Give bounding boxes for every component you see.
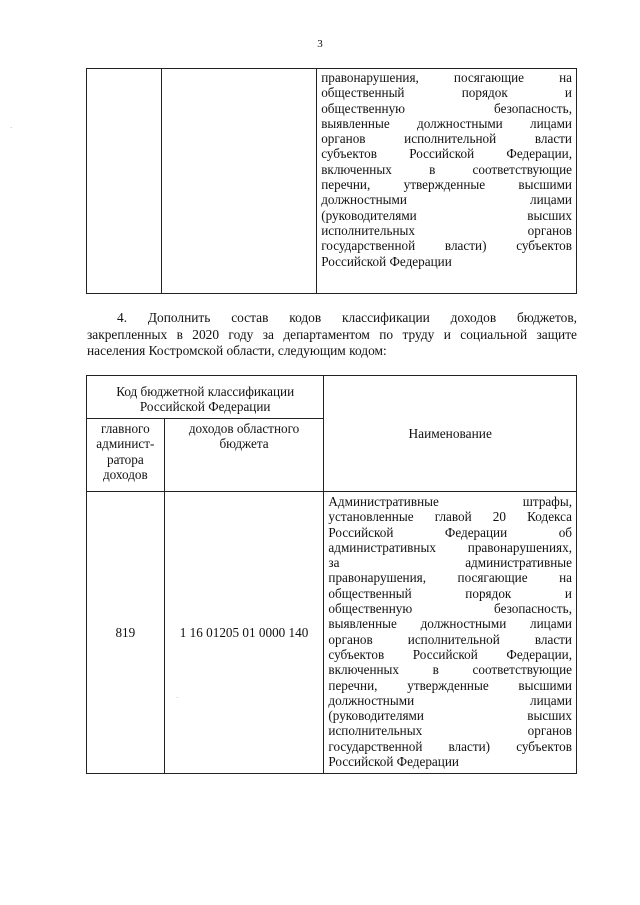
header-admin-line: ратора <box>106 451 144 467</box>
paragraph-line: 4. Дополнить состав кодов классификации доходов бюджетов, <box>117 310 577 325</box>
name-line: общественный порядок и <box>321 85 572 101</box>
name-line: должностными лицами <box>321 192 572 208</box>
name-line: Российской Федерации <box>321 253 452 269</box>
name-line: административных правонарушениях, <box>328 539 572 555</box>
name-line: выявленные должностными лицами <box>328 616 572 632</box>
header-admin-cell <box>87 419 165 492</box>
name-line: правонарушения, посягающие на <box>321 70 572 85</box>
continuation-table <box>86 68 577 294</box>
name-line: исполнительных органов <box>328 723 572 739</box>
name-line: включенных в соответствующие <box>321 161 572 177</box>
header-budget-line: бюджета <box>219 436 269 452</box>
scan-mark: · <box>176 694 179 702</box>
code-table <box>86 375 577 774</box>
name-line: Административные штрафы, <box>328 494 572 509</box>
name-line: выявленные должностными лицами <box>321 115 572 131</box>
name-line: органов исполнительной власти <box>328 631 572 647</box>
name-line: правонарушения, посягающие на <box>328 570 572 586</box>
table-row <box>87 492 577 774</box>
page-number: 3 <box>317 38 323 50</box>
header-admin-line: админист- <box>96 436 155 452</box>
name-line: Российской Федерации <box>328 754 459 770</box>
name-line: государственной власти) субъектов <box>328 738 572 754</box>
name-line: (руководителями высших <box>328 708 572 724</box>
name-line: общественную безопасность, <box>328 601 572 617</box>
admin-code: 819 <box>115 625 136 641</box>
name-line: общественный порядок и <box>328 585 572 601</box>
name-line: перечни, утвержденные высшими <box>321 177 572 193</box>
budget-code: 1 16 01205 01 0000 140 <box>179 625 309 641</box>
empty-cell <box>87 69 162 294</box>
name-line: перечни, утвержденные высшими <box>328 677 572 693</box>
name-line: государственной власти) субъектов <box>321 238 572 254</box>
name-text <box>321 70 572 269</box>
name-line: должностными лицами <box>328 692 572 708</box>
name-text <box>328 494 572 769</box>
name-line: (руководителями высших <box>321 207 572 223</box>
header-group-cell <box>87 376 324 419</box>
empty-cell <box>162 69 317 294</box>
name-line: общественную безопасность, <box>321 100 572 116</box>
name-line: включенных в соответствующие <box>328 662 572 678</box>
paragraph-line: закрепленных в 2020 году за департаментом по труду и социальной защите <box>87 326 577 342</box>
header-group-line: Код бюджетной классификации <box>116 383 295 399</box>
name-cell <box>324 492 577 774</box>
header-row <box>87 376 577 419</box>
paragraph-4 <box>87 310 577 360</box>
header-name: Наименование <box>408 425 492 441</box>
name-line: Российской Федерации об <box>328 524 572 540</box>
budget-code-cell <box>164 492 324 774</box>
name-cell <box>317 69 577 294</box>
header-name-cell <box>324 376 577 492</box>
header-admin-line: главного <box>100 421 150 436</box>
header-group-line: Российской Федерации <box>139 399 271 414</box>
header-admin-line: доходов <box>102 466 148 482</box>
header-budget-line: доходов областного <box>188 421 300 436</box>
name-line: исполнительных органов <box>321 222 572 238</box>
name-line: субъектов Российской Федерации, <box>321 146 572 162</box>
admin-code-cell <box>87 492 165 774</box>
table-row <box>87 69 577 294</box>
scan-mark: · <box>10 124 13 132</box>
name-line: органов исполнительной власти <box>321 131 572 147</box>
name-line: установленные главой 20 Кодекса <box>328 509 572 525</box>
paragraph-line: населения Костромской области, следующим кодом: <box>87 343 387 359</box>
name-line: субъектов Российской Федерации, <box>328 646 572 662</box>
header-budget-cell <box>164 419 324 492</box>
name-line: за административные <box>328 555 572 571</box>
